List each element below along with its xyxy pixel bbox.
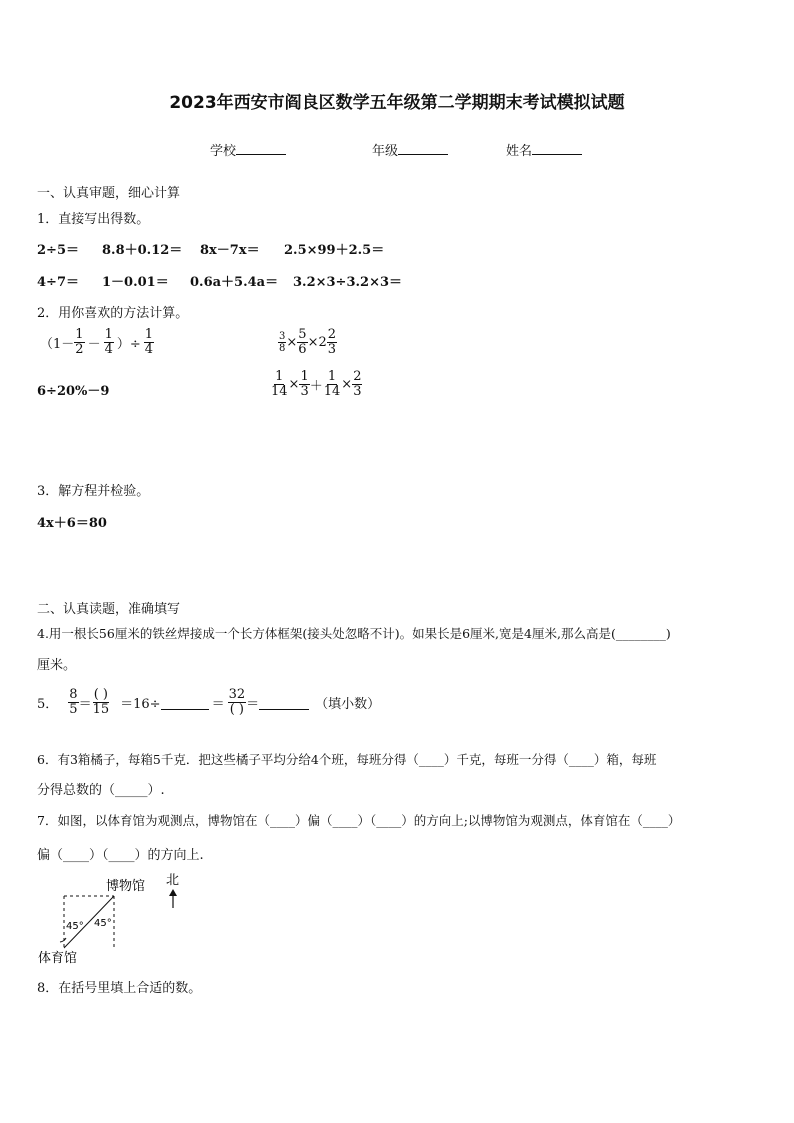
expr-text: （填小数） bbox=[315, 697, 381, 712]
fraction: $\frac{8}{5}$ bbox=[69, 687, 78, 717]
expr-text: × bbox=[341, 377, 353, 392]
fraction: $\frac{1}{14}$ bbox=[323, 369, 341, 399]
direction-diagram bbox=[30, 868, 200, 968]
q2-expression-1 bbox=[40, 328, 154, 357]
fraction: $\frac{2}{3}$ bbox=[353, 369, 362, 399]
angle-arc bbox=[60, 938, 66, 942]
fraction: $\frac{1}{14}$ bbox=[271, 369, 288, 399]
q2-expression-2 bbox=[278, 328, 337, 357]
expr-text: ＝ bbox=[246, 697, 260, 712]
q3-label: 3．解方程并检验。 bbox=[37, 484, 150, 499]
q7-text: 偏（____）（____）的方向上. bbox=[37, 848, 204, 863]
q7-text: 7．如图，以体育馆为观测点，博物馆在（____）偏（____）（____）的方向上;以博物馆为观测点，体育馆在（____） bbox=[37, 813, 681, 828]
q1-item: 0.6a＋5.4a＝ bbox=[190, 275, 279, 290]
q1-item: 8.8＋0.12＝ bbox=[102, 243, 183, 258]
expr-text: － bbox=[87, 337, 101, 352]
q6-text: 6．有3箱橘子，每箱5千克．把这些橘子平均分给4个班，每班分得（____）千克，每班一分得（____）箱，每班 bbox=[37, 752, 657, 767]
museum-label: 博物馆 bbox=[106, 879, 146, 894]
north-arrowhead-icon bbox=[169, 889, 177, 896]
section2-heading: 二、认真读题，准确填写 bbox=[37, 602, 181, 617]
north-label: 北 bbox=[166, 873, 180, 888]
name-blank[interactable] bbox=[532, 154, 582, 155]
fraction: $\frac{1}{4}$ bbox=[104, 327, 113, 357]
fraction[interactable]: $\frac{( )}{15}$ bbox=[92, 687, 110, 717]
grade-blank[interactable] bbox=[398, 154, 448, 155]
angle-label: 45° bbox=[94, 918, 112, 929]
fraction: $\frac{3}{8}$ bbox=[279, 331, 286, 354]
grade-field[interactable] bbox=[372, 140, 448, 159]
name-field[interactable] bbox=[506, 140, 582, 159]
answer-blank[interactable] bbox=[259, 695, 309, 710]
fraction: $\frac{5}{6}$ bbox=[298, 327, 307, 357]
q5-expression bbox=[37, 688, 380, 717]
q4-text: 4.用一根长56厘米的铁丝焊接成一个长方体框架(接头处忽略不计)。如果长是6厘米,宽是4厘米,那么高是(________) bbox=[37, 626, 671, 641]
expr-text: × bbox=[286, 335, 298, 350]
fraction: $\frac{1}{4}$ bbox=[144, 327, 154, 357]
school-field[interactable] bbox=[210, 140, 286, 159]
q1-item: 3.2×3÷3.2×3＝ bbox=[293, 275, 403, 290]
q2-expression-3: 6÷20%－9 bbox=[37, 384, 110, 399]
expr-text: （1－ bbox=[40, 337, 75, 352]
name-label: 姓名 bbox=[506, 144, 533, 159]
expr-text: ＝ bbox=[78, 697, 92, 712]
q2-expression-4 bbox=[270, 370, 362, 399]
q8-label: 8．在括号里填上合适的数。 bbox=[37, 981, 202, 996]
q2-label: 2．用你喜欢的方法计算。 bbox=[37, 306, 189, 321]
section1-heading: 一、认真审题，细心计算 bbox=[37, 186, 181, 201]
fraction: $\frac{1}{2}$ bbox=[75, 327, 84, 357]
q4-text: 厘米。 bbox=[37, 658, 77, 673]
q1-label: 1．直接写出得数。 bbox=[37, 212, 150, 227]
angle-label: 45° bbox=[66, 921, 84, 932]
q3-equation: 4x＋6＝80 bbox=[37, 516, 107, 531]
q5-label: 5． bbox=[37, 697, 59, 712]
expr-text: ＝ bbox=[211, 697, 225, 712]
q1-item: 2.5×99＋2.5＝ bbox=[284, 243, 385, 258]
school-blank[interactable] bbox=[236, 154, 286, 155]
expr-text: × bbox=[288, 377, 300, 392]
q6-text: 分得总数的（_____）. bbox=[37, 783, 165, 798]
expr-text: ＋ bbox=[309, 379, 323, 394]
q1-item: 2÷5＝ bbox=[37, 243, 79, 258]
q1-item: 1－0.01＝ bbox=[102, 275, 169, 290]
gym-label: 体育馆 bbox=[38, 951, 78, 966]
fraction: $\frac{1}{3}$ bbox=[300, 369, 309, 399]
expr-text: ＝16÷ bbox=[120, 697, 161, 712]
q1-item: 4÷7＝ bbox=[37, 275, 79, 290]
fraction[interactable]: $\frac{32}{( )}$ bbox=[228, 687, 246, 717]
school-label: 学校 bbox=[210, 144, 237, 159]
fraction: $\frac{2}{3}$ bbox=[327, 327, 337, 357]
expr-text: ×2 bbox=[307, 335, 327, 350]
q1-item: 8x－7x＝ bbox=[200, 243, 260, 258]
answer-blank[interactable] bbox=[161, 695, 209, 710]
expr-text: ）÷ bbox=[116, 337, 141, 352]
page-title: 2023年西安市阎良区数学五年级第二学期期末考试模拟试题 bbox=[169, 93, 625, 113]
grade-label: 年级 bbox=[372, 144, 399, 159]
